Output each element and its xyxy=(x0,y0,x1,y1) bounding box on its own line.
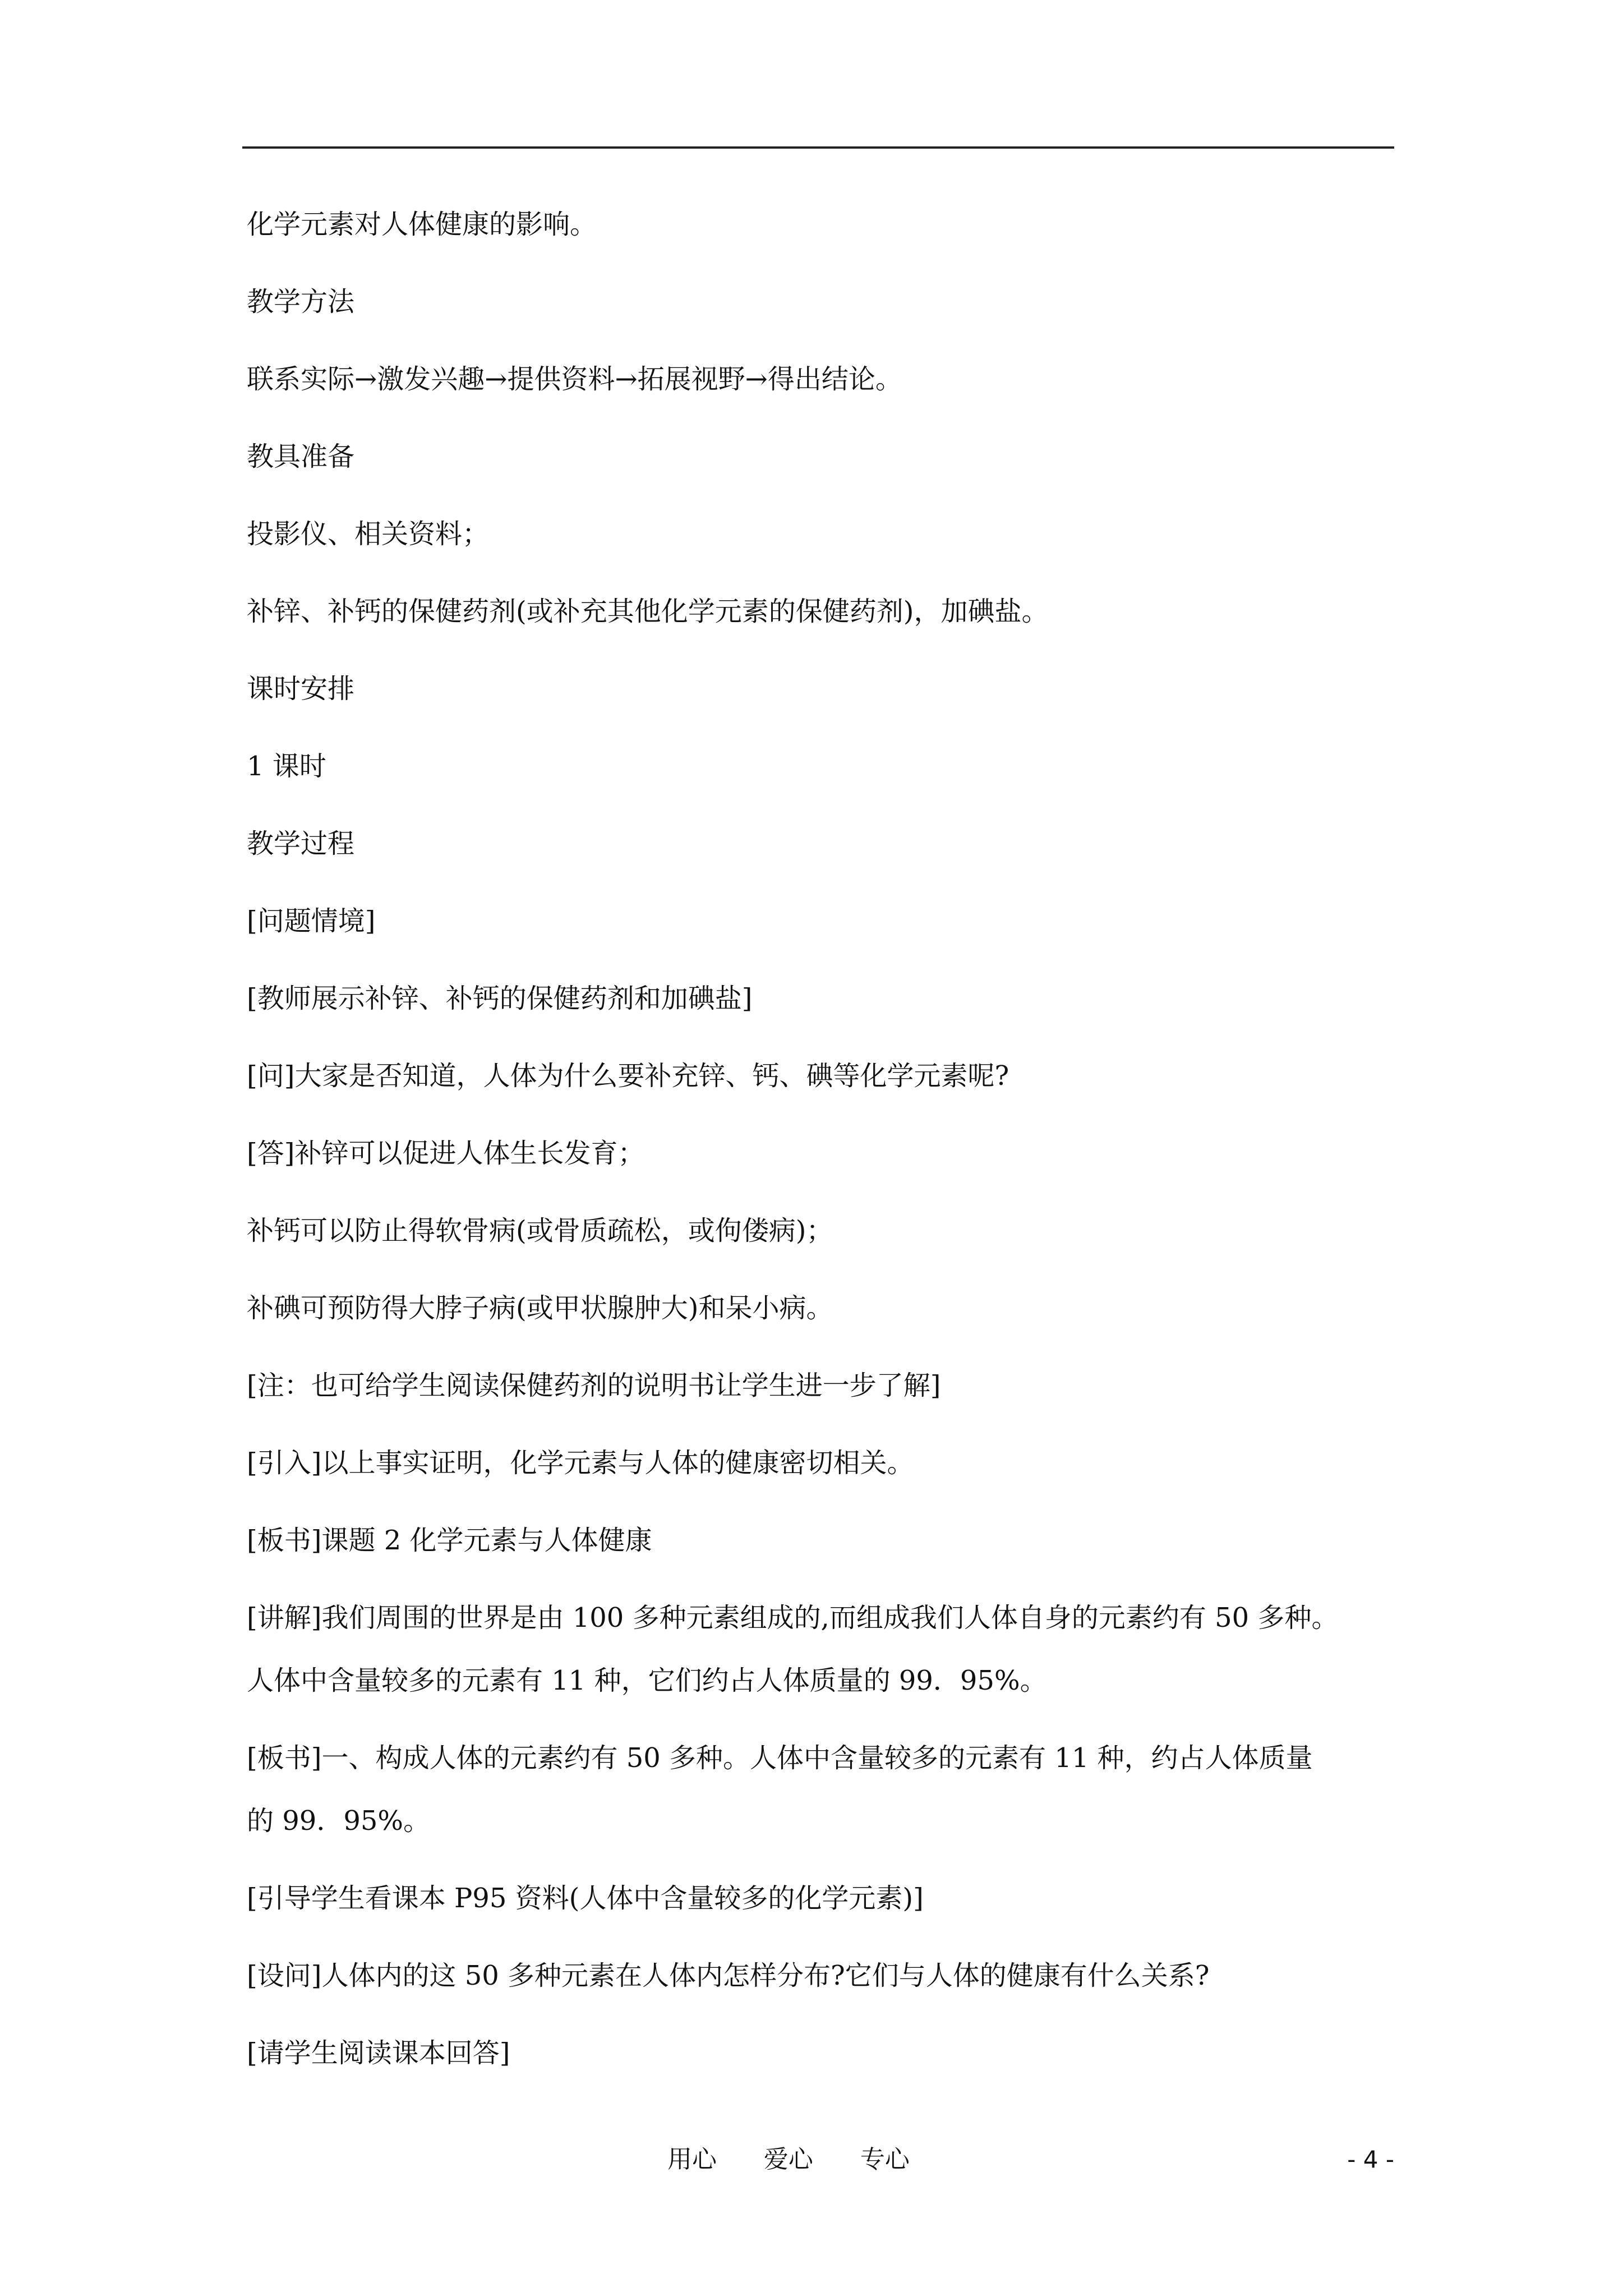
document-body xyxy=(247,208,1396,2114)
text-line: [板书]一、构成人体的元素约有 50 多种。人体中含量较多的元素有 11 种，约占人体质量 xyxy=(247,1742,1313,1774)
header-rule xyxy=(242,146,1394,149)
text-line: 补碘可预防得大脖子病(或甲状腺肿大)和呆小病。 xyxy=(247,1292,833,1324)
page-number: - 4 - xyxy=(1347,2146,1394,2173)
text-line: [引导学生看课本 P95 资料(人体中含量较多的化学元素)] xyxy=(247,1883,924,1914)
section-heading-process: 教学过程 xyxy=(247,828,355,859)
section-heading-equipment: 教具准备 xyxy=(247,441,355,472)
text-line: 的 99．95%。 xyxy=(247,1805,431,1837)
text-line: [引入]以上事实证明，化学元素与人体的健康密切相关。 xyxy=(247,1447,914,1479)
text-line: 人体中含量较多的元素有 11 种，它们约占人体质量的 99．95%。 xyxy=(247,1665,1047,1696)
text-line: 补钙可以防止得软骨病(或骨质疏松，或佝偻病)； xyxy=(247,1215,833,1246)
text-line: [板书]课题 2 化学元素与人体健康 xyxy=(247,1525,652,1556)
section-heading-method: 教学方法 xyxy=(247,286,355,318)
text-line: [设问]人体内的这 50 多种元素在人体内怎样分布?它们与人体的健康有什么关系? xyxy=(247,1960,1210,1991)
section-heading-schedule: 课时安排 xyxy=(247,673,355,705)
footer-motto: 用心 爱心 专心 xyxy=(667,2145,910,2174)
text-line: [问]大家是否知道，人体为什么要补充锌、钙、碘等化学元素呢? xyxy=(247,1060,1009,1092)
text-line: 1 课时 xyxy=(247,751,326,782)
text-line: [问题情境] xyxy=(247,905,376,937)
page-footer xyxy=(0,2143,1623,2177)
text-line: [请学生阅读课本回答] xyxy=(247,2037,510,2069)
text-line: 投影仪、相关资料； xyxy=(247,518,490,550)
text-line: [教师展示补锌、补钙的保健药剂和加碘盐] xyxy=(247,983,753,1014)
text-line: [答]补锌可以促进人体生长发育； xyxy=(247,1138,645,1169)
text-line: 化学元素对人体健康的影响。 xyxy=(247,209,597,240)
text-line: 联系实际→激发兴趣→提供资料→拓展视野→得出结论。 xyxy=(247,364,902,395)
text-line: [讲解]我们周围的世界是由 100 多种元素组成的,而组成我们人体自身的元素约有 50 多种。 xyxy=(247,1602,1339,1634)
text-line: 补锌、补钙的保健药剂(或补充其他化学元素的保健药剂)，加碘盐。 xyxy=(247,596,1049,627)
text-line: [注：也可给学生阅读保健药剂的说明书让学生进一步了解] xyxy=(247,1370,941,1401)
